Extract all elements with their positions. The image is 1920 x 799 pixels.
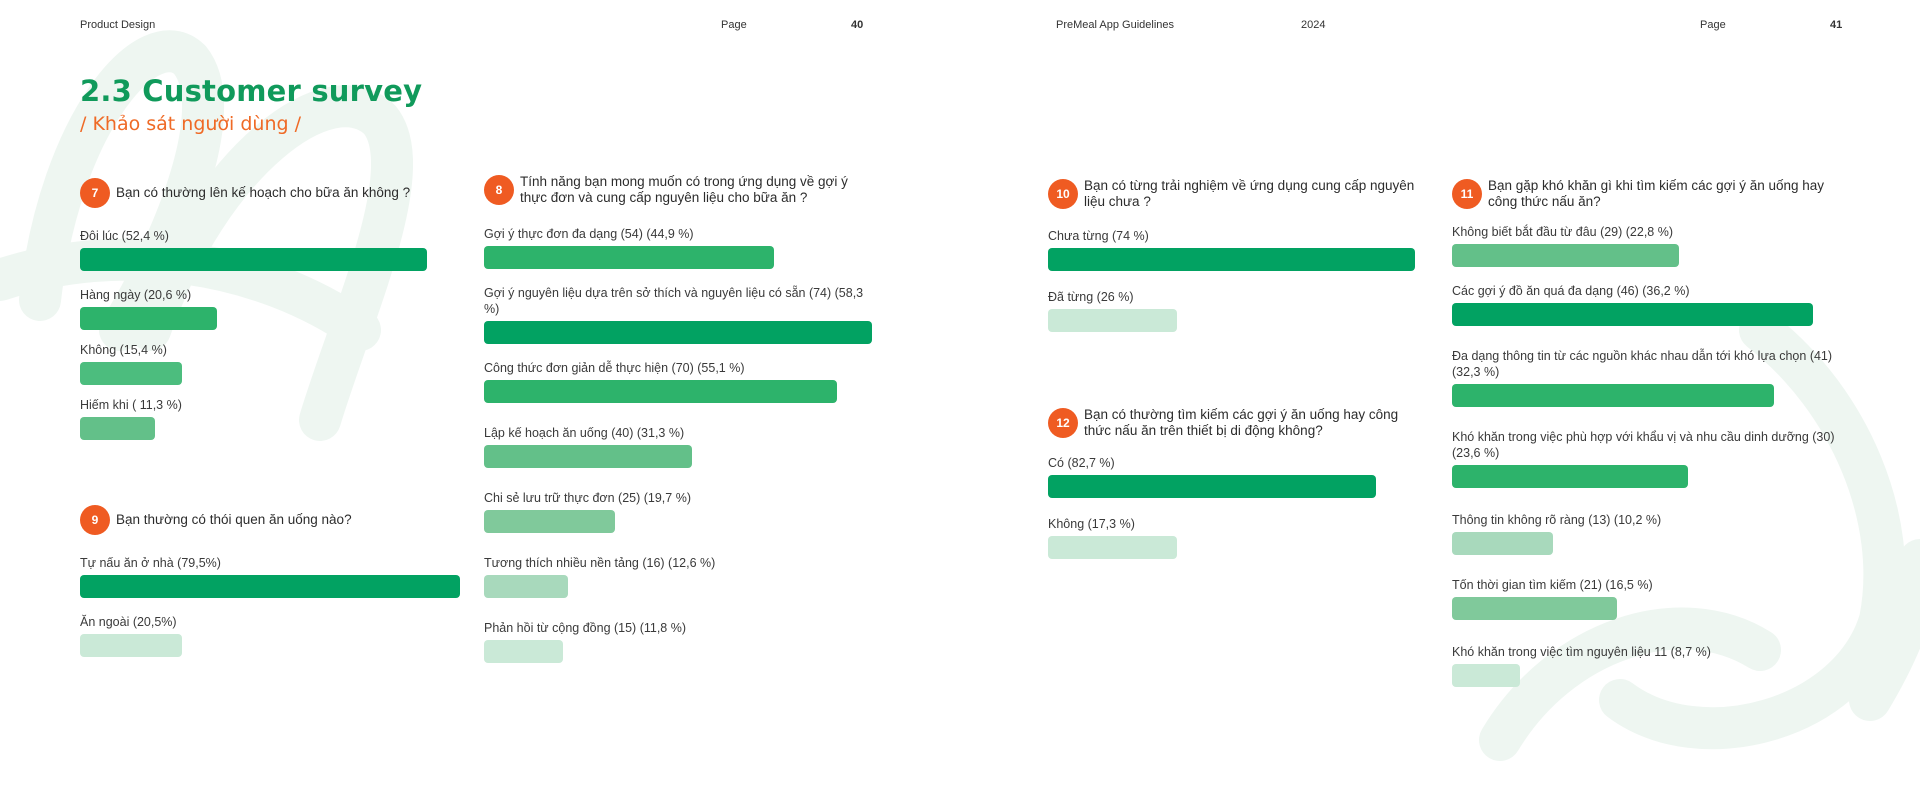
question-text: Bạn gặp khó khăn gì khi tìm kiếm các gợi ý ăn uống hay công thức nấu ăn? [1488,178,1825,209]
answer-bar [484,380,837,403]
answer-bar [80,362,182,385]
question-text: Bạn thường có thói quen ăn uống nào? [116,512,352,527]
answer-option [80,287,460,330]
question-7 [80,178,460,440]
answer-label: Không (15,4 %) [80,343,167,357]
answer-option [484,226,876,269]
question-12 [1048,407,1418,559]
answer-bar [1452,303,1813,326]
question-10 [1048,178,1418,332]
answer-label: Gợi ý thực đơn đa dạng (54) (44,9 %) [484,227,694,241]
question-number-badge: 11 [1452,179,1482,209]
answer-option [1048,289,1418,332]
question-9 [80,505,460,657]
answer-label: Tốn thời gian tìm kiếm (21) (16,5 %) [1452,578,1653,592]
answer-option [1452,577,1842,620]
answer-label: Chưa từng (74 %) [1048,229,1149,243]
page-title: 2.3 Customer survey [80,74,423,108]
header-page-number-right: 41 [1830,19,1843,31]
answer-option [484,555,876,598]
answer-option [1048,516,1418,559]
answer-option [80,397,460,440]
answer-label: Đa dạng thông tin từ các nguồn khác nhau dẫn tới khó lựa chọn (41) (32,3 %) [1452,349,1833,379]
answer-bar [484,246,774,269]
question-8 [484,174,876,663]
question-header [80,505,460,535]
answer-option [80,342,460,385]
question-number-badge: 7 [80,178,110,208]
question-text: Bạn có từng trải nghiệm về ứng dụng cung cấp nguyên liệu chưa ? [1084,178,1415,209]
answer-bar [80,575,460,598]
question-header [1048,407,1418,439]
answer-label: Công thức đơn giản dễ thực hiện (70) (55,1 %) [484,361,745,375]
answer-bar [484,445,692,468]
answer-label: Hàng ngày (20,6 %) [80,288,192,302]
question-header [1452,178,1842,210]
answer-label: Đôi lúc (52,4 %) [80,229,169,243]
answer-bar [1048,536,1177,559]
answer-bar [1452,597,1617,620]
answer-option [1452,512,1842,555]
question-number-badge: 9 [80,505,110,535]
answer-label: Chi sẻ lưu trữ thực đơn (25) (19,7 %) [484,491,691,505]
question-text: Bạn có thường lên kế hoạch cho bữa ăn không ? [116,185,411,200]
header-document-title: PreMeal App Guidelines [1056,19,1175,31]
answer-label: Tương thích nhiều nền tảng (16) (12,6 %) [484,556,716,570]
answer-label: Thông tin không rõ ràng (13) (10,2 %) [1452,513,1662,527]
question-header [80,178,460,208]
answer-bar [80,248,427,271]
answer-option [1452,283,1842,326]
answer-label: Gợi ý nguyên liệu dựa trên sở thích và nguyên liệu có sẵn (74) (58,3 %) [484,286,864,316]
answer-bar [1452,384,1774,407]
page-subtitle: / Khảo sát người dùng / [80,113,302,135]
header-page-label-left: Page [721,19,747,31]
header-page-label-right: Page [1700,19,1726,31]
answer-label: Tự nấu ăn ở nhà (79,5%) [80,556,221,570]
header-year: 2024 [1301,19,1326,31]
answer-option [80,614,460,657]
question-header [1048,178,1418,210]
answer-bar [1452,532,1553,555]
answer-option [80,555,460,598]
answer-option [484,620,876,663]
answer-label: Đã từng (26 %) [1048,290,1134,304]
answer-bar [484,321,872,344]
answer-bar [80,634,182,657]
answer-label: Hiếm khi ( 11,3 %) [80,398,182,412]
answer-bar [1452,465,1688,488]
answer-label: Ăn ngoài (20,5%) [80,615,177,629]
answer-bar [484,575,568,598]
answer-label: Khó khăn trong việc phù hợp với khẩu vị và nhu cầu dinh dưỡng (30) (23,6 %) [1452,430,1835,460]
answer-bar [1452,664,1520,687]
answer-option [1452,644,1842,687]
header-section-label: Product Design [80,19,156,31]
answer-bar [80,307,217,330]
header-page-number-left: 40 [851,19,864,31]
answer-label: Lập kế hoạch ăn uống (40) (31,3 %) [484,426,685,440]
answer-label: Khó khăn trong việc tìm nguyên liệu 11 (8,7 %) [1452,645,1711,659]
question-11 [1452,178,1842,687]
answer-bar [1048,248,1415,271]
question-number-badge: 10 [1048,179,1078,209]
answer-label: Các gợi ý đồ ăn quá đa dạng (46) (36,2 %) [1452,284,1690,298]
question-number-badge: 8 [484,175,514,205]
answer-label: Không (17,3 %) [1048,517,1135,531]
answer-bar [1048,475,1376,498]
answer-label: Không biết bắt đầu từ đâu (29) (22,8 %) [1452,225,1674,239]
answer-label: Có (82,7 %) [1048,456,1115,470]
answer-option [484,360,876,403]
answer-option [484,425,876,468]
answer-bar [484,640,563,663]
answer-option [1452,429,1842,488]
answer-option [1452,224,1842,267]
question-header [484,174,876,206]
answer-option [1048,228,1418,271]
question-number-badge: 12 [1048,408,1078,438]
answer-option [1452,348,1842,407]
answer-option [484,285,876,344]
answer-bar [484,510,615,533]
answer-bar [1048,309,1177,332]
answer-option [484,490,876,533]
answer-option [80,228,460,271]
answer-option [1048,455,1418,498]
question-text: Bạn có thường tìm kiếm các gợi ý ăn uống hay công thức nấu ăn trên thiết bị di động không? [1084,407,1399,438]
answer-label: Phản hồi từ cộng đồng (15) (11,8 %) [484,621,687,635]
question-text: Tính năng bạn mong muốn có trong ứng dụng về gợi ý thực đơn và cung cấp nguyên liệu cho bữa ăn ? [520,174,848,205]
answer-bar [80,417,155,440]
answer-bar [1452,244,1679,267]
